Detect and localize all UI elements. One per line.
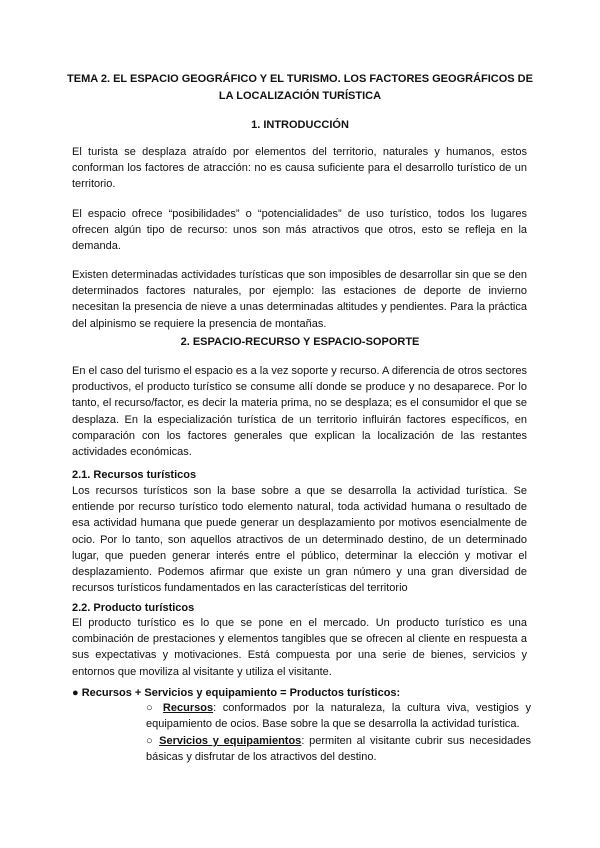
bullet-icon: ● <box>72 687 79 699</box>
formula-item-term: Recursos <box>162 702 214 714</box>
circle-bullet-icon: ○ <box>146 735 155 747</box>
formula-item-desc: : conformados por la naturaleza, la cultura viva, vestigios y equipamiento de ocios. Base sobre la que se desarrolla la actividad turística. <box>146 702 531 731</box>
section-2-paragraph: En el caso del turismo el espacio es a la vez soporte y recurso. A diferencia de otros sectores productivos, el producto turístico se consume allí donde se produce y no desaparece. Por lo tanto, el recurso/factor, es decir la materia prima, no se desplaza; es el consumidor el que se desplaza. En la especialización turística de un territorio influirán factores específicos, en comparación con los factores generales que explican la localización de las restantes actividades económicas. <box>72 365 527 459</box>
section-2-2-heading: 2.2. Producto turísticos <box>72 602 195 614</box>
intro-paragraph-1: El turista se desplaza atraído por elementos del territorio, naturales y humanos, estos conforman los factores de atracción: no es causa suficiente para el desarrollo turístico de un territorio. <box>72 146 527 191</box>
section-2-heading: 2. ESPACIO-RECURSO Y ESPACIO-SOPORTE <box>180 336 420 348</box>
formula-item-term: Servicios y equipamientos <box>159 735 302 747</box>
formula-text: Recursos + Servicios y equipamiento = Productos turísticos: <box>81 687 401 699</box>
formula-item-recursos <box>146 700 531 732</box>
formula-item-servicios <box>146 733 531 765</box>
circle-bullet-icon: ○ <box>146 702 157 714</box>
intro-paragraph-3: Existen determinadas actividades turísticas que son imposibles de desarrollar sin que se den determinados factores naturales, por ejemplo: las estaciones de deporte de invierno necesitan la presencia de nieve a unas determinadas altitudes y pendientes. Para la práctica del alpinismo se requiere la presencia de montañas. <box>72 269 527 330</box>
intro-paragraph-2: El espacio ofrece “posibilidades” o “potencialidades” de uso turístico, todos los lugares ofrecen algún tipo de recurso: unos son más atractivos que otros, esto se refleja en la demanda. <box>72 208 527 253</box>
section-2-1-heading: 2.1. Recursos turísticos <box>72 469 197 481</box>
formula-bullet <box>72 687 400 699</box>
section-2-1-paragraph: Los recursos turísticos son la base sobre a que se desarrolla la actividad turística. Se entiende por recurso turístico todo elemento natural, toda actividad humana o resultado de esa actividad humana que puede generar un desplazamiento por motivos esencialmente de ocio. Por lo tanto, son aquellos atractivos de un determinado destino, de un determinado lugar, que pueden generar interés entre el público, determinar la elección y motivar el desplazamiento. Podemos afirmar que existe un gran número y una gran diversidad de recursos turísticos fundamentados en las características del territorio <box>72 485 527 595</box>
document-title: TEMA 2. EL ESPACIO GEOGRÁFICO Y EL TURISMO. LOS FACTORES GEOGRÁFICOS DE LA LOCALIZACIÓN TURÍSTICA <box>67 73 533 102</box>
section-1-heading: 1. INTRODUCCIÓN <box>251 119 349 131</box>
section-2-2-paragraph: El producto turístico es lo que se pone en el mercado. Un producto turístico es una combinación de prestaciones y elementos tangibles que se ofrecen al cliente en respuesta a sus expectativas y motivaciones. Está compuesta por una serie de bienes, servicios y entornos que moviliza al visitante y utiliza el visitante. <box>72 617 527 678</box>
formula-item-desc: : permiten al visitante cubrir sus necesidades básicas y disfrutar de los atractivos del destino. <box>146 735 532 764</box>
